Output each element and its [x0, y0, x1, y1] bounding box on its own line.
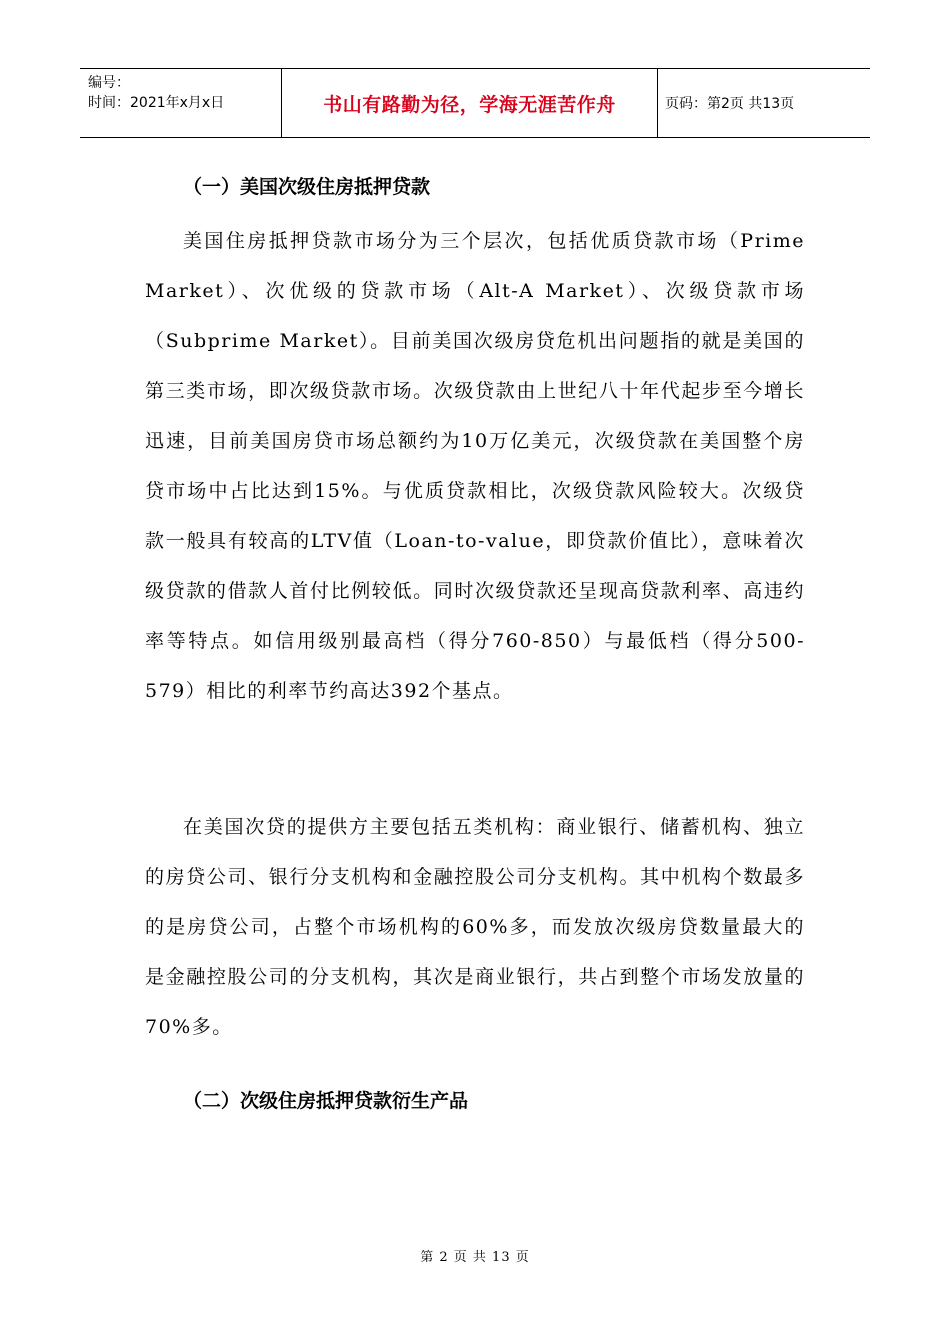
header-motto: 书山有路勤为径，学海无涯苦作舟	[282, 69, 658, 137]
header-page-info: 页码：第2页 共13页	[665, 96, 795, 112]
page-header	[80, 68, 870, 138]
section-heading-1: （一）美国次级住房抵押贷款	[183, 176, 431, 198]
document-body	[145, 158, 805, 1130]
page-footer: 第 2 页 共 13 页	[420, 1250, 530, 1265]
header-meta-cell	[80, 69, 282, 137]
document-date-label: 时间：2021年x月x日	[88, 95, 225, 111]
document-code-label: 编号：	[88, 75, 130, 91]
paragraph-subprime-providers: 在美国次贷的提供方主要包括五类机构：商业银行、储蓄机构、独立的房贷公司、银行分支机构和金融控股公司分支机构。其中机构个数最多的是房贷公司，占整个市场机构的60%多，而发放次级房贷数量最大的是金融控股公司的分支机构，其次是商业银行，共占到整个市场发放量的70%多。	[145, 816, 805, 1038]
section-heading-2: （二）次级住房抵押贷款衍生产品	[183, 1090, 469, 1112]
paragraph-subprime-overview: 美国住房抵押贷款市场分为三个层次，包括优质贷款市场（Prime Market）、次优级的贷款市场（Alt-A Market）、次级贷款市场（Subprime Market）。目前美国次级房贷危机出问题指的就是美国的第三类市场，即次级贷款市场。次级贷款由上世纪八十年代起步至今增长迅速，目前美国房贷市场总额约为10万亿美元，次级贷款在美国整个房贷市场中占比达到15%。与优质贷款相比，次级贷款风险较大。次级贷款一般具有较高的LTV值（Loan-to-value，即贷款价值比），意味着次级贷款的借款人首付比例较低。同时次级贷款还呈现高贷款利率、高违约率等特点。如信用级别最高档（得分760-850）与最低档（得分500-579）相比的利率节约高达392个基点。	[145, 230, 805, 702]
